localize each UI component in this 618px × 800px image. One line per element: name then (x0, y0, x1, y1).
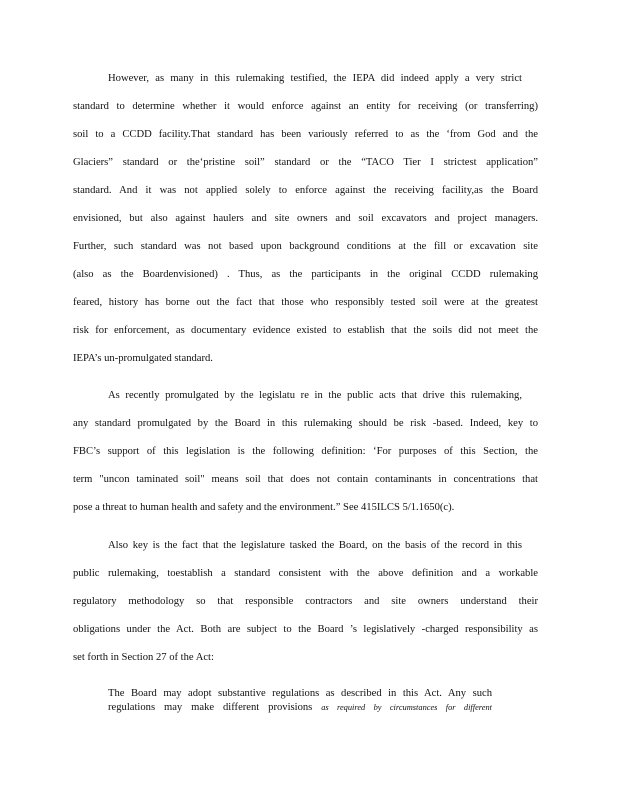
paragraph-1-line-11: IEPA’s un-promulgated standard. (73, 353, 213, 364)
paragraph-1-line-6: envisioned, but also against haulers and site owners and soil excavators and project managers. (73, 213, 538, 224)
paragraph-1-line-10: risk for enforcement, as documentary evidence existed to establish that the soils did not meet the (73, 325, 538, 336)
paragraph-1-line-1: However, as many in this rulemaking testified, the IEPA did indeed apply a very strict (108, 73, 522, 84)
block-quote-line-2 (108, 701, 492, 714)
paragraph-3-line-2: public rulemaking, toestablish a standard consistent with the above definition and a workable (73, 568, 538, 579)
paragraph-1-line-5: standard. And it was not applied solely to enforce against the receiving facility,as the Board (73, 185, 538, 196)
paragraph-1-line-9: feared, history has borne out the fact that those who responsibly tested soil were at the greatest (73, 297, 538, 308)
block-quote-italic-text: as required by circumstances for different (321, 703, 492, 712)
paragraph-2-line-2: any standard promulgated by the Board in this rulemaking should be risk -based. Indeed, key to (73, 418, 538, 429)
paragraph-2-line-3: FBC’s support of this legislation is the following definition: ‘For purposes of this Section, the (73, 446, 538, 457)
paragraph-1-line-3: soil to a CCDD facility.That standard has been variously referred to as the ‘from God and the (73, 129, 538, 140)
block-quote-line-1: The Board may adopt substantive regulations as described in this Act. Any such (108, 688, 492, 699)
paragraph-2-line-1: As recently promulgated by the legislatu re in the public acts that drive this rulemaking, (108, 390, 522, 401)
paragraph-1-line-7: Further, such standard was not based upon background conditions at the fill or excavation site (73, 241, 538, 252)
paragraph-1-line-4: Glaciers” standard or the‘pristine soil” standard or the “TACO Tier I strictest application” (73, 157, 538, 168)
paragraph-1-line-2: standard to determine whether it would enforce against an entity for receiving (or transferring) (73, 101, 538, 112)
paragraph-3-line-1: Also key is the fact that the legislature tasked the Board, on the basis of the record in this (108, 540, 522, 551)
block-quote-plain-text: regulations may make different provisions (108, 702, 313, 713)
paragraph-1-line-8: (also as the Boardenvisioned) . Thus, as the participants in the original CCDD rulemaking (73, 269, 538, 280)
paragraph-3-line-4: obligations under the Act. Both are subject to the Board ’s legislatively -charged responsibility as (73, 624, 538, 635)
paragraph-3-line-3: regulatory methodology so that responsible contractors and site owners understand their (73, 596, 538, 607)
paragraph-2-line-5: pose a threat to human health and safety and the environment.” See 415ILCS 5/1.1650(c). (73, 502, 455, 513)
paragraph-2-line-4: term "uncon taminated soil" means soil that does not contain contaminants in concentrations that (73, 474, 538, 485)
paragraph-3-line-5: set forth in Section 27 of the Act: (73, 652, 214, 663)
